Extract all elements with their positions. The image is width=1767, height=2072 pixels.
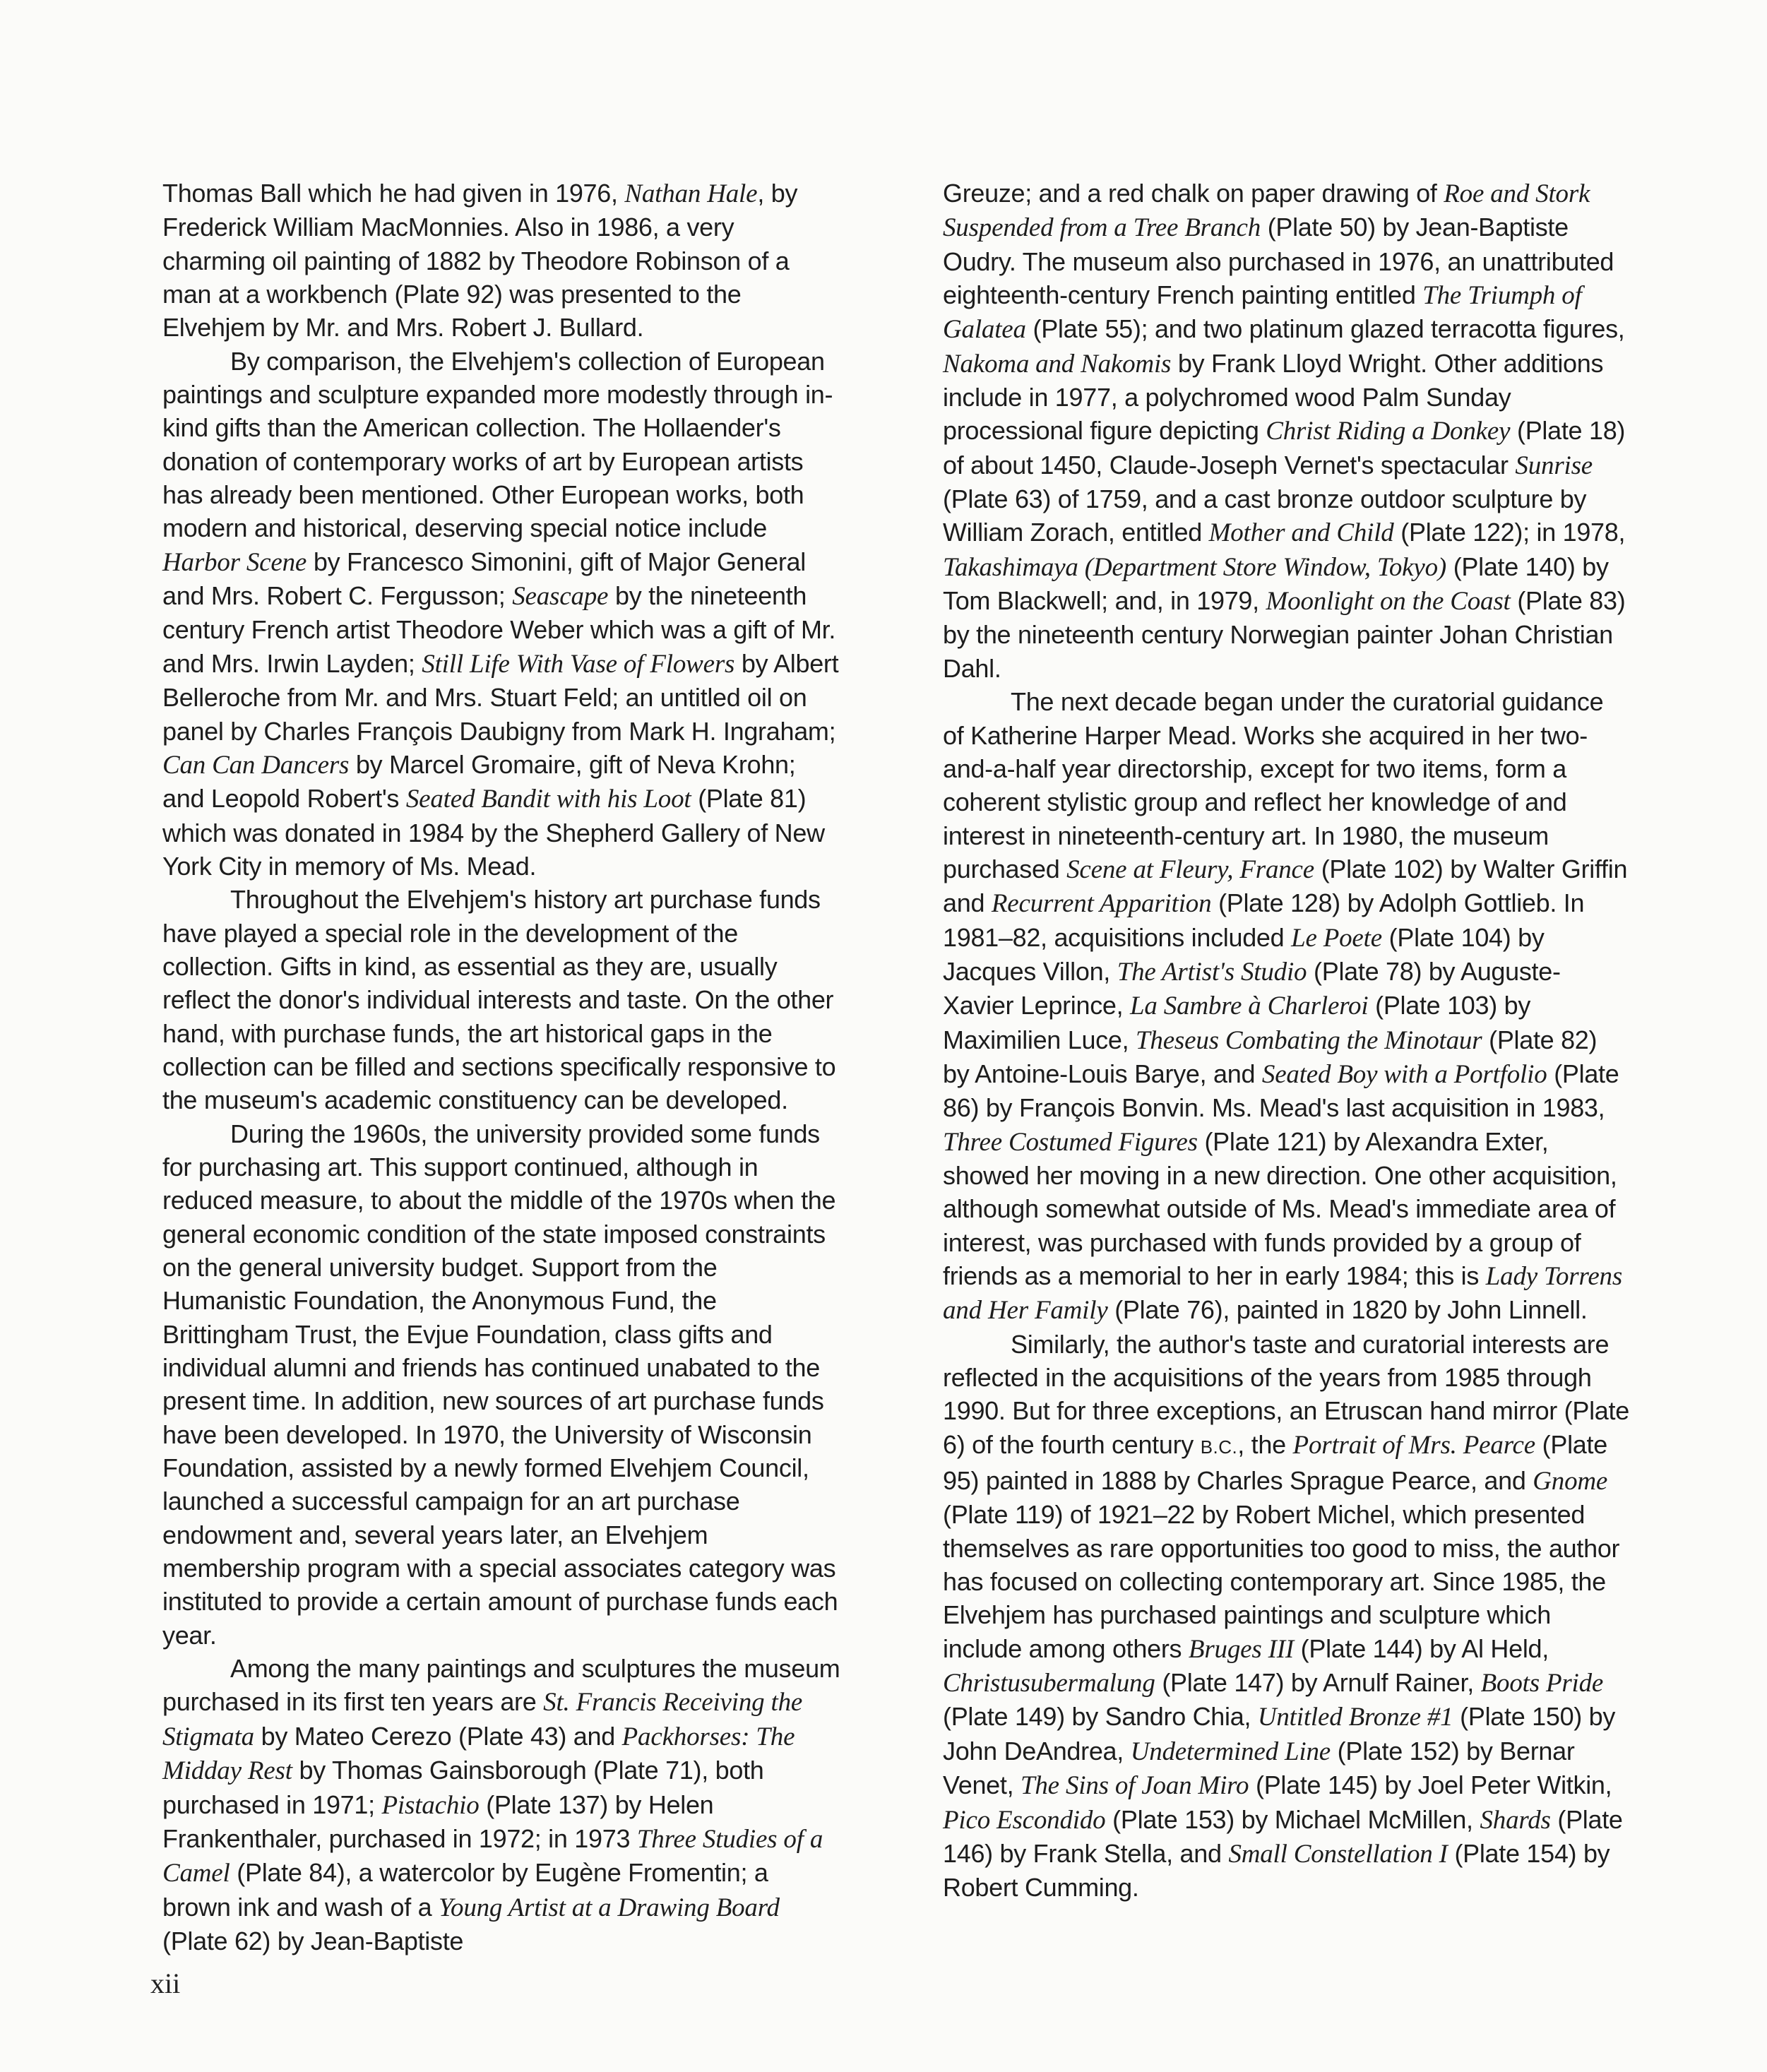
body-text: Among the many paintings and sculptures the museum purchased in its first ten years are <box>162 1654 840 1717</box>
artwork-title: Shards <box>1480 1805 1551 1835</box>
artwork-title: Mother and Child <box>1208 518 1394 548</box>
artwork-title: Gnome <box>1533 1467 1608 1496</box>
body-text: (Plate 145) by Joel Peter Witkin, <box>1249 1770 1612 1800</box>
artwork-title: Still Life With Vase of Flowers <box>422 649 735 679</box>
body-text: (Plate 128) by Adolph Gottlieb. In 1981–82, acquisitions included <box>943 888 1585 952</box>
artwork-title: Lady Torrens and Her Family <box>943 1262 1623 1326</box>
body-text: Throughout the Elvehjem's history art purchase funds have played a special role in the development of the collection. Gifts in kind, as essential as they are, usually reflect the donor's individual interests and taste. On the other hand, with purchase funds, the art historical gaps in the collection can be filled and sections specifically responsive to the museum's academic constituency can be developed. <box>162 885 836 1115</box>
paragraph <box>162 177 840 345</box>
body-text: (Plate 144) by Al Held, <box>1293 1633 1549 1663</box>
artwork-title: Pico Escondido <box>943 1805 1106 1835</box>
body-text: (Plate 122); in 1978, <box>1393 518 1626 547</box>
artwork-title: St. Francis Receiving the Stigmata <box>162 1688 803 1751</box>
artwork-title: Seated Boy with a Portfolio <box>1261 1059 1547 1089</box>
artwork-title: Pistachio <box>381 1790 480 1820</box>
body-text: (Plate 82) by Antoine-Louis Barye, and <box>943 1025 1598 1088</box>
body-text: (Plate 83) by the nineteenth century Norwegian painter Johan Christian Dahl. <box>943 586 1626 683</box>
artwork-title: The Sins of Joan Miro <box>1021 1771 1249 1801</box>
paragraph <box>943 685 1629 1328</box>
artwork-title: Packhorses: The Midday Rest <box>162 1722 795 1786</box>
body-text: (Plate 152) by Bernar Venet, <box>943 1736 1575 1800</box>
artwork-title: Boots Pride <box>1480 1669 1604 1698</box>
body-text: (Plate 55); and two platinum glazed terracotta figures, <box>1025 314 1625 344</box>
body-text: (Plate 147) by Arnulf Rainer, <box>1155 1668 1481 1698</box>
artwork-title: Christ Riding a Donkey <box>1266 417 1511 446</box>
artwork-title: Small Constellation I <box>1228 1839 1448 1869</box>
artwork-title: The Triumph of Galatea <box>943 281 1582 345</box>
page-number: xii <box>150 1967 181 1999</box>
artwork-title: Undetermined Line <box>1130 1737 1331 1766</box>
artwork-title: Nathan Hale <box>624 179 758 208</box>
body-text: by Francesco Simonini, gift of Major General and Mrs. Robert C. Fergusson; <box>162 547 806 611</box>
body-text: by Albert Belleroche from Mr. and Mrs. Stuart Feld; an untitled oil on panel by Charles François Daubigny from Mark H. Ingraham; <box>162 648 839 746</box>
body-text: (Plate 95) painted in 1888 by Charles Sprague Pearce, and <box>943 1429 1607 1496</box>
body-text: Thomas Ball which he had given in 1976, <box>162 179 625 208</box>
body-text: , the <box>1237 1429 1293 1459</box>
artwork-title: The Artist's Studio <box>1117 957 1307 987</box>
artwork-title: Seascape <box>512 582 609 612</box>
body-text: (Plate 76), painted in 1820 by John Linnell. <box>1107 1295 1588 1325</box>
body-text: (Plate 18) of about 1450, Claude-Joseph Vernet's spectacular <box>943 416 1626 480</box>
artwork-title: Three Studies of a Camel <box>162 1824 823 1888</box>
body-text: (Plate 137) by Helen Frankenthaler, purchased in 1972; in 1973 <box>162 1790 714 1853</box>
body-text: (Plate 81) which was donated in 1984 by the Shepherd Gallery of New York City in memory of Ms. Mead. <box>162 784 825 881</box>
body-text: (Plate 149) by Sandro Chia, <box>943 1702 1258 1732</box>
small-caps-text: B.C. <box>1200 1436 1238 1458</box>
artwork-title: Young Artist at a Drawing Board <box>439 1893 780 1922</box>
artwork-title: Can Can Dancers <box>162 750 350 780</box>
artwork-title: Le Poete <box>1291 923 1382 953</box>
artwork-title: Roe and Stork Suspended from a Tree Branch <box>943 179 1590 243</box>
artwork-title: Takashimaya (Department Store Window, Tokyo) <box>943 552 1447 582</box>
body-text: Similarly, the author's taste and curatorial interests are reflected in the acquisitions of the years from 1985 through 1990. But for three exceptions, an Etruscan hand mirror (Plate 6) of the fourth century <box>943 1329 1629 1459</box>
paragraph <box>943 177 1629 685</box>
body-text: Greuze; and a red chalk on paper drawing of <box>943 179 1444 208</box>
artwork-title: Portrait of Mrs. Pearce <box>1292 1430 1535 1460</box>
body-text: (Plate 102) by Walter Griffin and <box>943 854 1628 918</box>
artwork-title: Seated Bandit with his Loot <box>405 785 691 814</box>
body-text: (Plate 119) of 1921–22 by Robert Michel, which presented themselves as rare opportunities too good to miss, the author has focused on collecting contemporary art. Since 1985, the Elvehjem has purchased paintings and sculpture which include among others <box>943 1500 1620 1663</box>
paragraph <box>162 1652 840 1958</box>
body-text: (Plate 154) by Robert Cumming. <box>943 1838 1610 1903</box>
artwork-title: Moonlight on the Coast <box>1266 587 1511 617</box>
body-text: (Plate 78) by Auguste-Xavier Leprince, <box>943 956 1561 1020</box>
body-text: By comparison, the Elvehjem's collection of European paintings and sculpture expanded more modestly through in-kind gifts than the American collection. The Hollaender's donation of contemporary works of art by European artists has already been mentioned. Other European works, both modern and historical, deserving special notice include <box>162 346 833 543</box>
artwork-title: Theseus Combating the Minotaur <box>1136 1025 1482 1055</box>
body-text: (Plate 103) by Maximilien Luce, <box>943 991 1531 1054</box>
body-text: (Plate 153) by Michael McMillen, <box>1105 1804 1480 1834</box>
paragraph <box>162 883 840 1117</box>
body-text: (Plate 86) by François Bonvin. Ms. Mead's last acquisition in 1983, <box>943 1059 1619 1123</box>
body-text: , by Frederick William MacMonnies. Also in 1986, a very charming oil painting of 1882 by Theodore Robinson of a man at a workbench (Plate 92) was presented to the Elvehjem by Mr. and Mrs. Robert J. Bullard. <box>162 179 798 343</box>
body-text: (Plate 50) by Jean-Baptiste Oudry. The museum also purchased in 1976, an unattributed eighteenth-century French painting entitled <box>943 213 1614 310</box>
body-text: by the nineteenth century French artist Theodore Weber which was a gift of Mr. and Mrs. Irwin Layden; <box>162 581 836 678</box>
artwork-title: Recurrent Apparition <box>991 889 1212 919</box>
artwork-title: Untitled Bronze #1 <box>1257 1703 1453 1732</box>
artwork-title: Bruges III <box>1188 1634 1294 1664</box>
body-text: (Plate 150) by John DeAndrea, <box>943 1702 1616 1766</box>
body-text: (Plate 104) by Jacques Villon, <box>943 922 1545 986</box>
artwork-title: Harbor Scene <box>162 547 307 577</box>
artwork-title: La Sambre à Charleroi <box>1130 992 1369 1021</box>
body-text: (Plate 63) of 1759, and a cast bronze outdoor sculpture by William Zorach, entitled <box>943 484 1587 547</box>
body-text: (Plate 140) by Tom Blackwell; and, in 1979, <box>943 552 1609 616</box>
right-text-column <box>943 177 1629 1905</box>
body-text: (Plate 84), a watercolor by Eugène Fromentin; a brown ink and wash of a <box>162 1858 768 1922</box>
artwork-title: Scene at Fleury, France <box>1066 855 1314 884</box>
artwork-title: Three Costumed Figures <box>943 1127 1198 1157</box>
body-text: by Thomas Gainsborough (Plate 71), both purchased in 1971; <box>162 1756 764 1819</box>
body-text: (Plate 146) by Frank Stella, and <box>943 1804 1623 1868</box>
body-text: (Plate 121) by Alexandra Exter, showed her moving in a new direction. One other acquisition, although somewhat outside of Ms. Mead's immediate area of interest, was purchased with funds provided by a group of friends as a memorial to her in early 1984; this is <box>943 1126 1617 1290</box>
body-text: by Frank Lloyd Wright. Other additions include in 1977, a polychromed wood Palm Sunday processional figure depicting <box>943 348 1604 446</box>
paragraph <box>943 1328 1629 1905</box>
body-text: During the 1960s, the university provided some funds for purchasing art. This support continued, although in reduced measure, to about the middle of the 1970s when the general economic condition of the state imposed constraints on the general university budget. Support from the Humanistic Foundation, the Anonymous Fund, the Brittingham Trust, the Evjue Foundation, class gifts and individual alumni and friends has continued unabated to the present time. In addition, new sources of art purchase funds have been developed. In 1970, the University of Wisconsin Foundation, assisted by a newly formed Elvehjem Council, launched a successful campaign for an art purchase endowment and, several years later, an Elvehjem membership program with a special associates category was instituted to provide a certain amount of purchase funds each year. <box>162 1119 838 1650</box>
body-text: (Plate 62) by Jean-Baptiste <box>162 1926 464 1955</box>
paragraph <box>162 345 840 883</box>
artwork-title: Nakoma and Nakomis <box>943 349 1172 379</box>
body-text: by Mateo Cerezo (Plate 43) and <box>254 1721 622 1751</box>
artwork-title: Christusubermalung <box>943 1669 1155 1698</box>
left-text-column <box>162 177 840 1958</box>
paragraph <box>162 1117 840 1653</box>
artwork-title: Sunrise <box>1515 451 1593 480</box>
body-text: by Marcel Gromaire, gift of Neva Krohn; and Leopold Robert's <box>162 749 796 814</box>
body-text: The next decade began under the curatorial guidance of Katherine Harper Mead. Works she acquired in her two-and-a-half year directorship, except for two items, form a coherent stylistic group and reflect her knowledge of and interest in nineteenth-century art. In 1980, the museum purchased <box>943 687 1604 883</box>
